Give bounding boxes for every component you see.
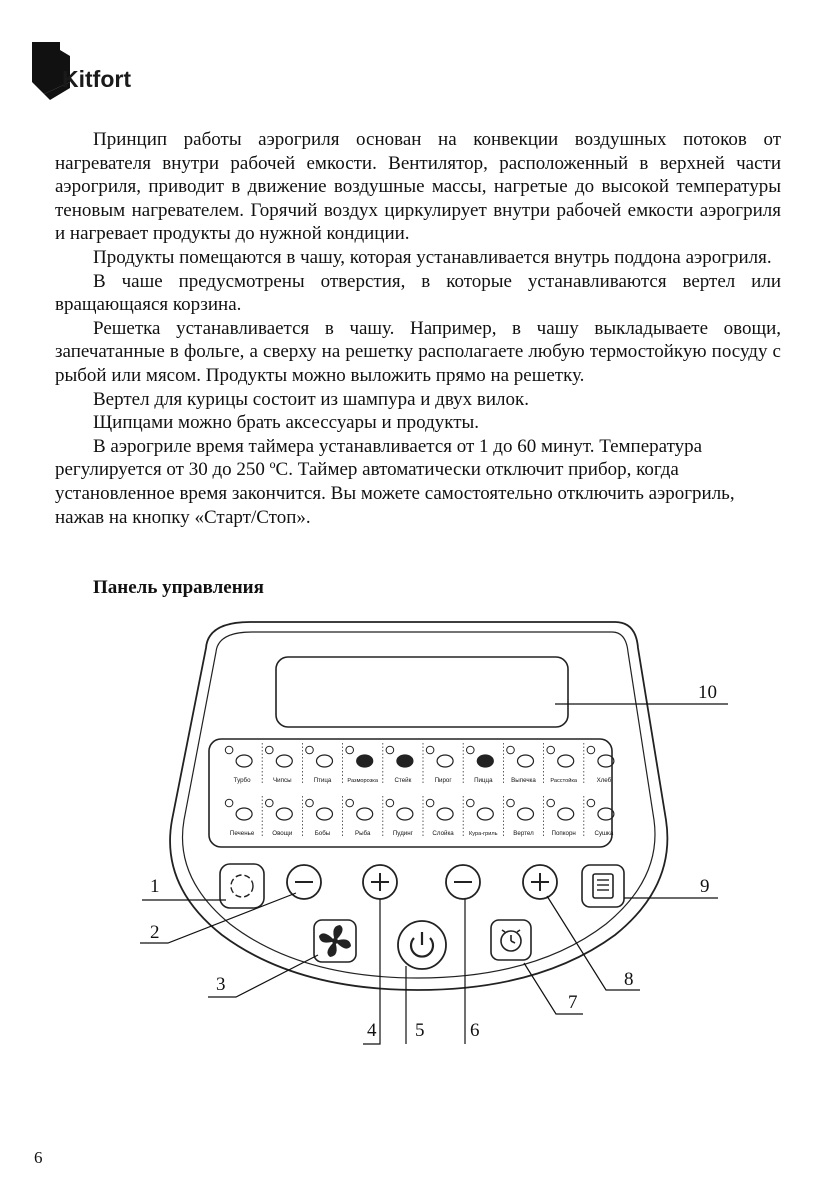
paragraph: Щипцами можно брать аксессуары и продукты. — [93, 412, 480, 434]
paragraph: Принцип работы аэрогриля основан на конвекции воздушных потоков от нагревателя внутри рабочей емкости. Вентилятор, расположенный в верхней части аэрогриля, приводит в движение воздушные массы, нагретые до высокой температуры теновым нагревателем. Горячий воздух циркулирует внутри рабочей емкости аэрогриля и нагревает продукты до нужной кондиции. — [55, 129, 781, 245]
program-label: Турбо — [233, 777, 251, 784]
brand-name: Kitfort — [62, 66, 131, 92]
program-cell — [306, 796, 343, 838]
program-label: Расстойка — [550, 778, 578, 784]
paragraph: В чаше предусмотрены отверстия, в которые устанавливаются вертел или вращающаяся корзина. — [55, 270, 781, 316]
program-label: Рыба — [354, 830, 371, 837]
program-label: Бобы — [314, 830, 331, 837]
power-button — [398, 921, 446, 969]
program-cell — [225, 743, 262, 785]
program-label: Хлеб — [596, 777, 612, 784]
indicator-led — [587, 746, 595, 754]
program-icon — [477, 755, 493, 767]
indicator-led — [225, 799, 233, 807]
program-cell — [426, 796, 463, 838]
callout-lines — [140, 704, 728, 1044]
program-icon — [558, 808, 574, 820]
callout-9: 9 — [700, 876, 710, 897]
program-cell — [587, 746, 614, 784]
program-icon — [236, 808, 252, 820]
program-icon — [397, 808, 413, 820]
timer-button — [491, 920, 531, 960]
program-label: Выпечка — [511, 777, 536, 784]
indicator-led — [467, 799, 475, 807]
program-icon — [518, 755, 534, 767]
program-icon — [437, 755, 453, 767]
program-icon — [276, 755, 292, 767]
callout-8: 8 — [624, 969, 634, 990]
program-label: Стейк — [394, 777, 412, 784]
indicator-led — [306, 799, 314, 807]
indicator-led — [266, 799, 274, 807]
fan-button — [314, 920, 356, 962]
program-icon — [518, 808, 534, 820]
program-icon — [236, 755, 252, 767]
program-icon — [357, 755, 373, 767]
panel-outline-inner — [182, 632, 655, 978]
page-number: 6 — [34, 1148, 43, 1167]
indicator-led — [426, 799, 434, 807]
program-label: Попкорн — [551, 830, 576, 837]
paragraph: В аэрогриле время таймера устанавливается от 1 до 60 минут. Температура регулируется от 30 до 250 ºC. Таймер автоматически отключит прибор, когда установленное время закончится. Вы можете самостоятельно отключить аэрогриль, нажав на кнопку «Старт/Стоп». — [55, 435, 735, 528]
minus-button-right — [446, 865, 480, 899]
program-cell — [547, 743, 584, 785]
indicator-led — [507, 799, 515, 807]
program-icon — [317, 755, 333, 767]
program-cell — [346, 743, 383, 785]
program-label: Пудинг — [392, 830, 413, 837]
callout-10: 10 — [698, 682, 717, 703]
callout-6: 6 — [470, 1020, 480, 1041]
program-label: Пирог — [434, 777, 452, 784]
indicator-led — [386, 799, 394, 807]
program-icon — [317, 808, 333, 820]
program-icon — [558, 755, 574, 767]
program-label: Овощи — [272, 830, 293, 837]
section-heading: Панель управления — [93, 577, 264, 598]
indicator-led — [426, 746, 434, 754]
callout-2: 2 — [150, 922, 160, 943]
indicator-led — [346, 746, 354, 754]
indicator-led — [306, 746, 314, 754]
program-label: Сушка — [594, 830, 614, 837]
program-label: Разморозка — [347, 778, 378, 784]
program-cell — [225, 796, 262, 838]
program-icon — [437, 808, 453, 820]
paragraph: Вертел для курицы состоит из шампура и двух вилок. — [93, 388, 530, 410]
callout-5: 5 — [415, 1020, 425, 1041]
program-label: Пицца — [474, 777, 493, 784]
program-label: Чипсы — [273, 777, 292, 784]
indicator-led — [507, 746, 515, 754]
plus-button-right — [523, 865, 557, 899]
program-cell — [467, 743, 504, 785]
preset-button — [220, 864, 264, 908]
program-cell — [507, 743, 544, 785]
indicator-led — [386, 746, 394, 754]
plus-button-left — [363, 865, 397, 899]
menu-button — [582, 865, 624, 907]
program-icon — [276, 808, 292, 820]
display-window — [276, 657, 568, 727]
program-cell — [266, 743, 303, 785]
program-cell — [266, 796, 303, 838]
indicator-led — [266, 746, 274, 754]
indicator-led — [547, 746, 555, 754]
program-icon — [357, 808, 373, 820]
callout-1: 1 — [150, 876, 160, 897]
indicator-led — [467, 746, 475, 754]
program-cell — [507, 796, 544, 838]
program-cell — [386, 743, 423, 785]
program-icon — [477, 808, 493, 820]
program-grid — [225, 743, 614, 838]
paragraph: Решетка устанавливается в чашу. Например, в чашу выкладываете овощи, запечатанные в фольге, а сверху на решетку располагаете любую термостойкую посуду с рыбой или мясом. Продукты можно выложить прямо на решетку. — [55, 317, 781, 386]
program-label: Слойка — [432, 830, 454, 837]
program-cell — [587, 799, 614, 837]
callout-4: 4 — [367, 1020, 377, 1041]
indicator-led — [547, 799, 555, 807]
paragraph: Продукты помещаются в чашу, которая устанавливается внутрь поддона аэрогриля. — [93, 246, 772, 268]
indicator-led — [587, 799, 595, 807]
indicator-led — [346, 799, 354, 807]
program-cell — [426, 743, 463, 785]
callout-3: 3 — [216, 974, 226, 995]
program-cell — [467, 796, 504, 838]
program-label: Печенье — [229, 830, 255, 837]
callout-7: 7 — [568, 992, 578, 1013]
program-cell — [547, 796, 584, 838]
program-label: Кура-гриль — [469, 831, 498, 837]
program-cell — [386, 796, 423, 838]
program-icon — [397, 755, 413, 767]
indicator-led — [225, 746, 233, 754]
program-label: Птица — [313, 777, 332, 784]
program-cell — [346, 796, 383, 838]
program-label: Вертел — [513, 830, 534, 837]
program-cell — [306, 743, 343, 785]
